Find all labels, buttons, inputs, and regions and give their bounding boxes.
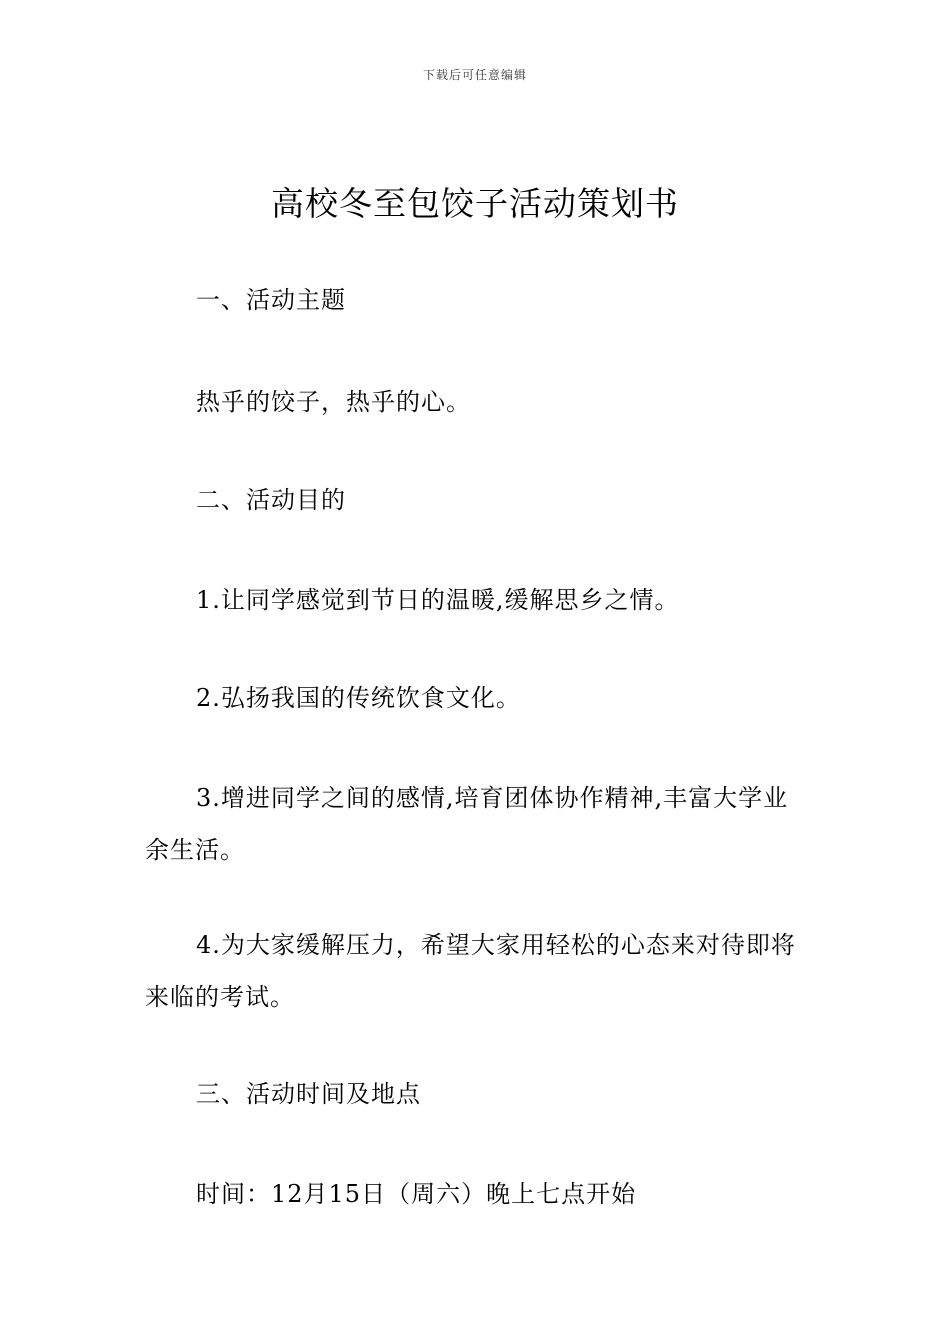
purpose-item-1: 1.让同学感觉到节日的温暖,缓解思乡之情。 (196, 586, 680, 614)
section-heading-purpose: 二、活动目的 (196, 486, 346, 514)
purpose-item-2: 2.弘扬我国的传统饮食文化。 (196, 684, 521, 712)
purpose-item-3: 3.增进同学之间的感情,培育团体协作精神,丰富大学业余生活。 (145, 784, 789, 864)
section-heading-theme: 一、活动主题 (196, 286, 346, 314)
document-title: 高校冬至包饺子活动策划书 (271, 184, 679, 223)
section-heading-time-place: 三、活动时间及地点 (196, 1080, 421, 1108)
header-note: 下载后可任意编辑 (422, 68, 527, 82)
paragraph-theme: 热乎的饺子，热乎的心。 (196, 388, 471, 416)
purpose-item-4: 4.为大家缓解压力，希望大家用轻松的心态来对待即将来临的考试。 (145, 931, 796, 1011)
paragraph-time: 时间：12月15日（周六）晚上七点开始 (196, 1180, 637, 1208)
